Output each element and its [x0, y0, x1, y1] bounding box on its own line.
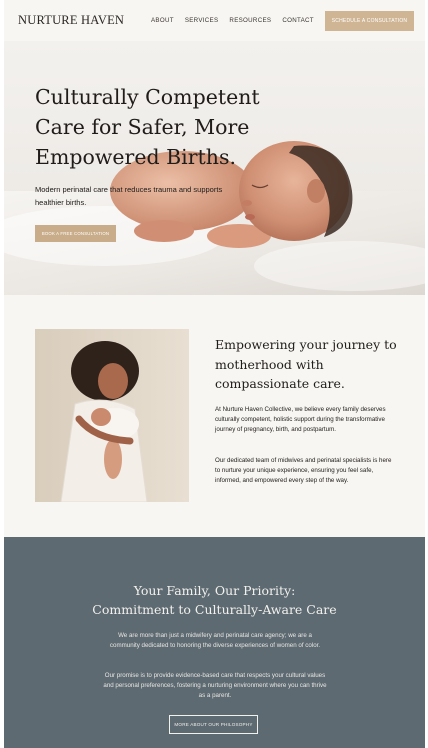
nav-contact[interactable]: CONTACT — [282, 17, 314, 24]
priority-title-line-1: Your Family, Our Priority: — [133, 583, 296, 598]
priority-title-line-2: Commitment to Culturally-Aware Care — [92, 601, 337, 617]
about-title: Empowering your journey to motherhood with compassionate care. — [215, 337, 397, 391]
more-about-philosophy-button[interactable]: MORE ABOUT OUR PHILOSOPHY — [169, 715, 258, 734]
nav-about[interactable]: ABOUT — [151, 17, 174, 24]
about-paragraph-2: Our dedicated team of midwives and perinatal specialists is here to nurture your unique experience, ensuring you feel safe, informed, and empowered every step of the way. — [215, 457, 392, 485]
about-paragraph-1: At Nurture Haven Collective, we believe every family deserves culturally competent, holistic support during the transformative journey of pregnancy, birth, and postpartum. — [215, 406, 386, 434]
logo[interactable]: NURTURE HAVEN — [18, 13, 125, 27]
schedule-consultation-button[interactable]: SCHEDULE A CONSULTATION — [325, 11, 414, 31]
mother-holding-newborn-image — [35, 329, 189, 502]
hero-subtitle: Modern perinatal care that reduces trauma and supports healthier births. — [35, 185, 223, 207]
book-free-consultation-button[interactable]: BOOK A FREE CONSULTATION — [35, 225, 116, 242]
page — [4, 0, 425, 748]
hero-section — [4, 41, 425, 295]
hero-title: Culturally Competent Care for Safer, More Empowered Births. — [35, 85, 260, 169]
about-section — [4, 295, 425, 537]
main-nav — [151, 17, 314, 24]
nav-services[interactable]: SERVICES — [184, 17, 219, 24]
nav-resources[interactable]: RESOURCES — [229, 17, 272, 24]
priority-paragraph-2: Our promise is to provide evidence-based care that respects your cultural values and personal preferences, fostering a nurturing environment where you can thrive as a parent. — [103, 672, 327, 700]
site-header — [4, 0, 425, 41]
priority-paragraph-1: We are more than just a midwifery and perinatal care agency; we are a community dedicated to honoring the diverse experiences of women of color. — [109, 632, 321, 650]
priority-section — [4, 537, 425, 748]
priority-title — [4, 582, 425, 619]
